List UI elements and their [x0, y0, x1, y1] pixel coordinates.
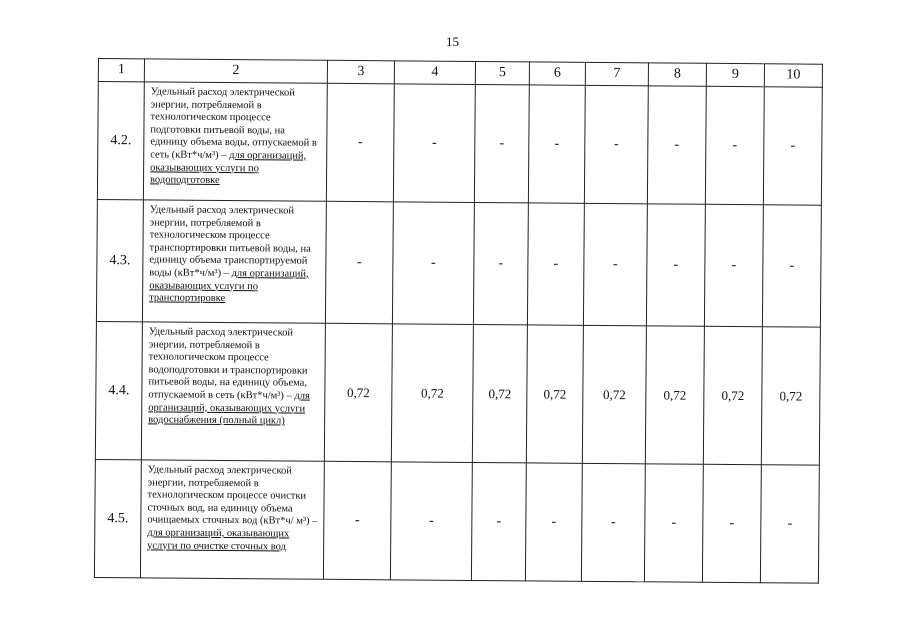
row-number: 4.4. — [95, 321, 142, 459]
description-text: Удельный расход электрической энергии, потребляемой в технологическом процессе водоподготовки и транспортировки питьевой воды, на единицу объема, отпускаемой в сеть (кВт*ч/м³) – — [148, 326, 308, 402]
table-cell: 0,72 — [582, 325, 646, 463]
table-cell: - — [326, 83, 394, 202]
column-header: 9 — [706, 63, 764, 86]
table-row — [97, 82, 822, 206]
description-text: Удельный расход электрической энергии, потребляемой в технологическом процессе очистки сточных вод, на единицу объема очищаемых сточных вод (кВт*ч/ м³) – — [147, 464, 318, 528]
column-header: 8 — [648, 63, 706, 86]
table-cell: 0,72 — [526, 325, 583, 463]
table-cell: 0,72 — [472, 324, 527, 462]
description-text: Удельный расход электрической энергии, потребляемой в технологическом процессе транспортировки питьевой воды, на единицу объема транспортируемой воды (кВт*ч/м³) – — [149, 204, 311, 280]
column-header: 2 — [144, 59, 327, 83]
table-cell: - — [473, 202, 528, 324]
table-cell: - — [644, 464, 703, 582]
table-cell: - — [581, 463, 645, 581]
row-number: 4.3. — [96, 199, 143, 321]
table-row — [95, 321, 820, 465]
table-cell: - — [474, 84, 529, 202]
table-cell: - — [763, 87, 822, 205]
table-cell: 0,72 — [391, 324, 473, 463]
table-cell: - — [325, 201, 393, 324]
table-cell: - — [527, 203, 584, 325]
table-cell: - — [762, 205, 821, 327]
table-cell: 0,72 — [645, 326, 704, 464]
row-number: 4.2. — [97, 82, 144, 200]
table-cell: - — [760, 465, 819, 583]
column-header: 5 — [475, 61, 529, 84]
table-cell: - — [702, 464, 761, 582]
data-table — [94, 58, 823, 584]
table-cell: - — [392, 202, 474, 325]
page-number: 15 — [446, 34, 459, 49]
row-number: 4.5. — [94, 459, 141, 577]
table-wrapper — [94, 58, 823, 584]
column-header: 7 — [585, 62, 648, 85]
column-header: 1 — [98, 59, 144, 82]
table-cell: - — [705, 86, 764, 204]
row-description — [142, 200, 326, 323]
table-cell: - — [646, 204, 705, 326]
description-underlined-text: для организаций, оказывающих услуги по транспортировке — [149, 268, 309, 305]
table-cell: - — [528, 85, 585, 203]
table-cell: 0,72 — [761, 327, 820, 465]
table-cell: 0,72 — [703, 326, 762, 464]
table-cell: - — [525, 463, 582, 581]
table-cell: - — [584, 85, 648, 203]
table-cell: - — [583, 203, 647, 325]
description-text: Удельный расход электрической энергии, потребляемой в технологическом процессе подготовки питьевой воды, на единицу объема воды, отпускаемой в сеть (кВт*ч/м³) – — [150, 86, 317, 162]
table-cell: - — [471, 462, 526, 580]
table-cell: - — [323, 461, 391, 580]
table-row — [96, 199, 821, 327]
row-description — [140, 460, 324, 579]
column-header: 4 — [394, 61, 475, 85]
table-cell: - — [393, 84, 475, 203]
table-row — [94, 459, 819, 583]
description-underlined-text: для организаций, оказывающих услуги по очистке сточных вод — [147, 527, 290, 553]
table-cell: - — [647, 86, 706, 204]
description-underlined-text: для организаций, оказывающих услуги водоснабжения (полный цикл) — [148, 390, 310, 427]
column-header: 3 — [327, 60, 394, 84]
column-header: 10 — [764, 64, 822, 87]
table-cell: - — [704, 204, 763, 326]
row-description — [143, 82, 327, 201]
table-cell: 0,72 — [324, 323, 392, 462]
row-description — [141, 322, 325, 461]
table-cell: - — [390, 462, 472, 581]
description-underlined-text: для организаций, оказывающих услуги по водоподготовке — [149, 150, 307, 187]
column-header: 6 — [529, 62, 585, 85]
